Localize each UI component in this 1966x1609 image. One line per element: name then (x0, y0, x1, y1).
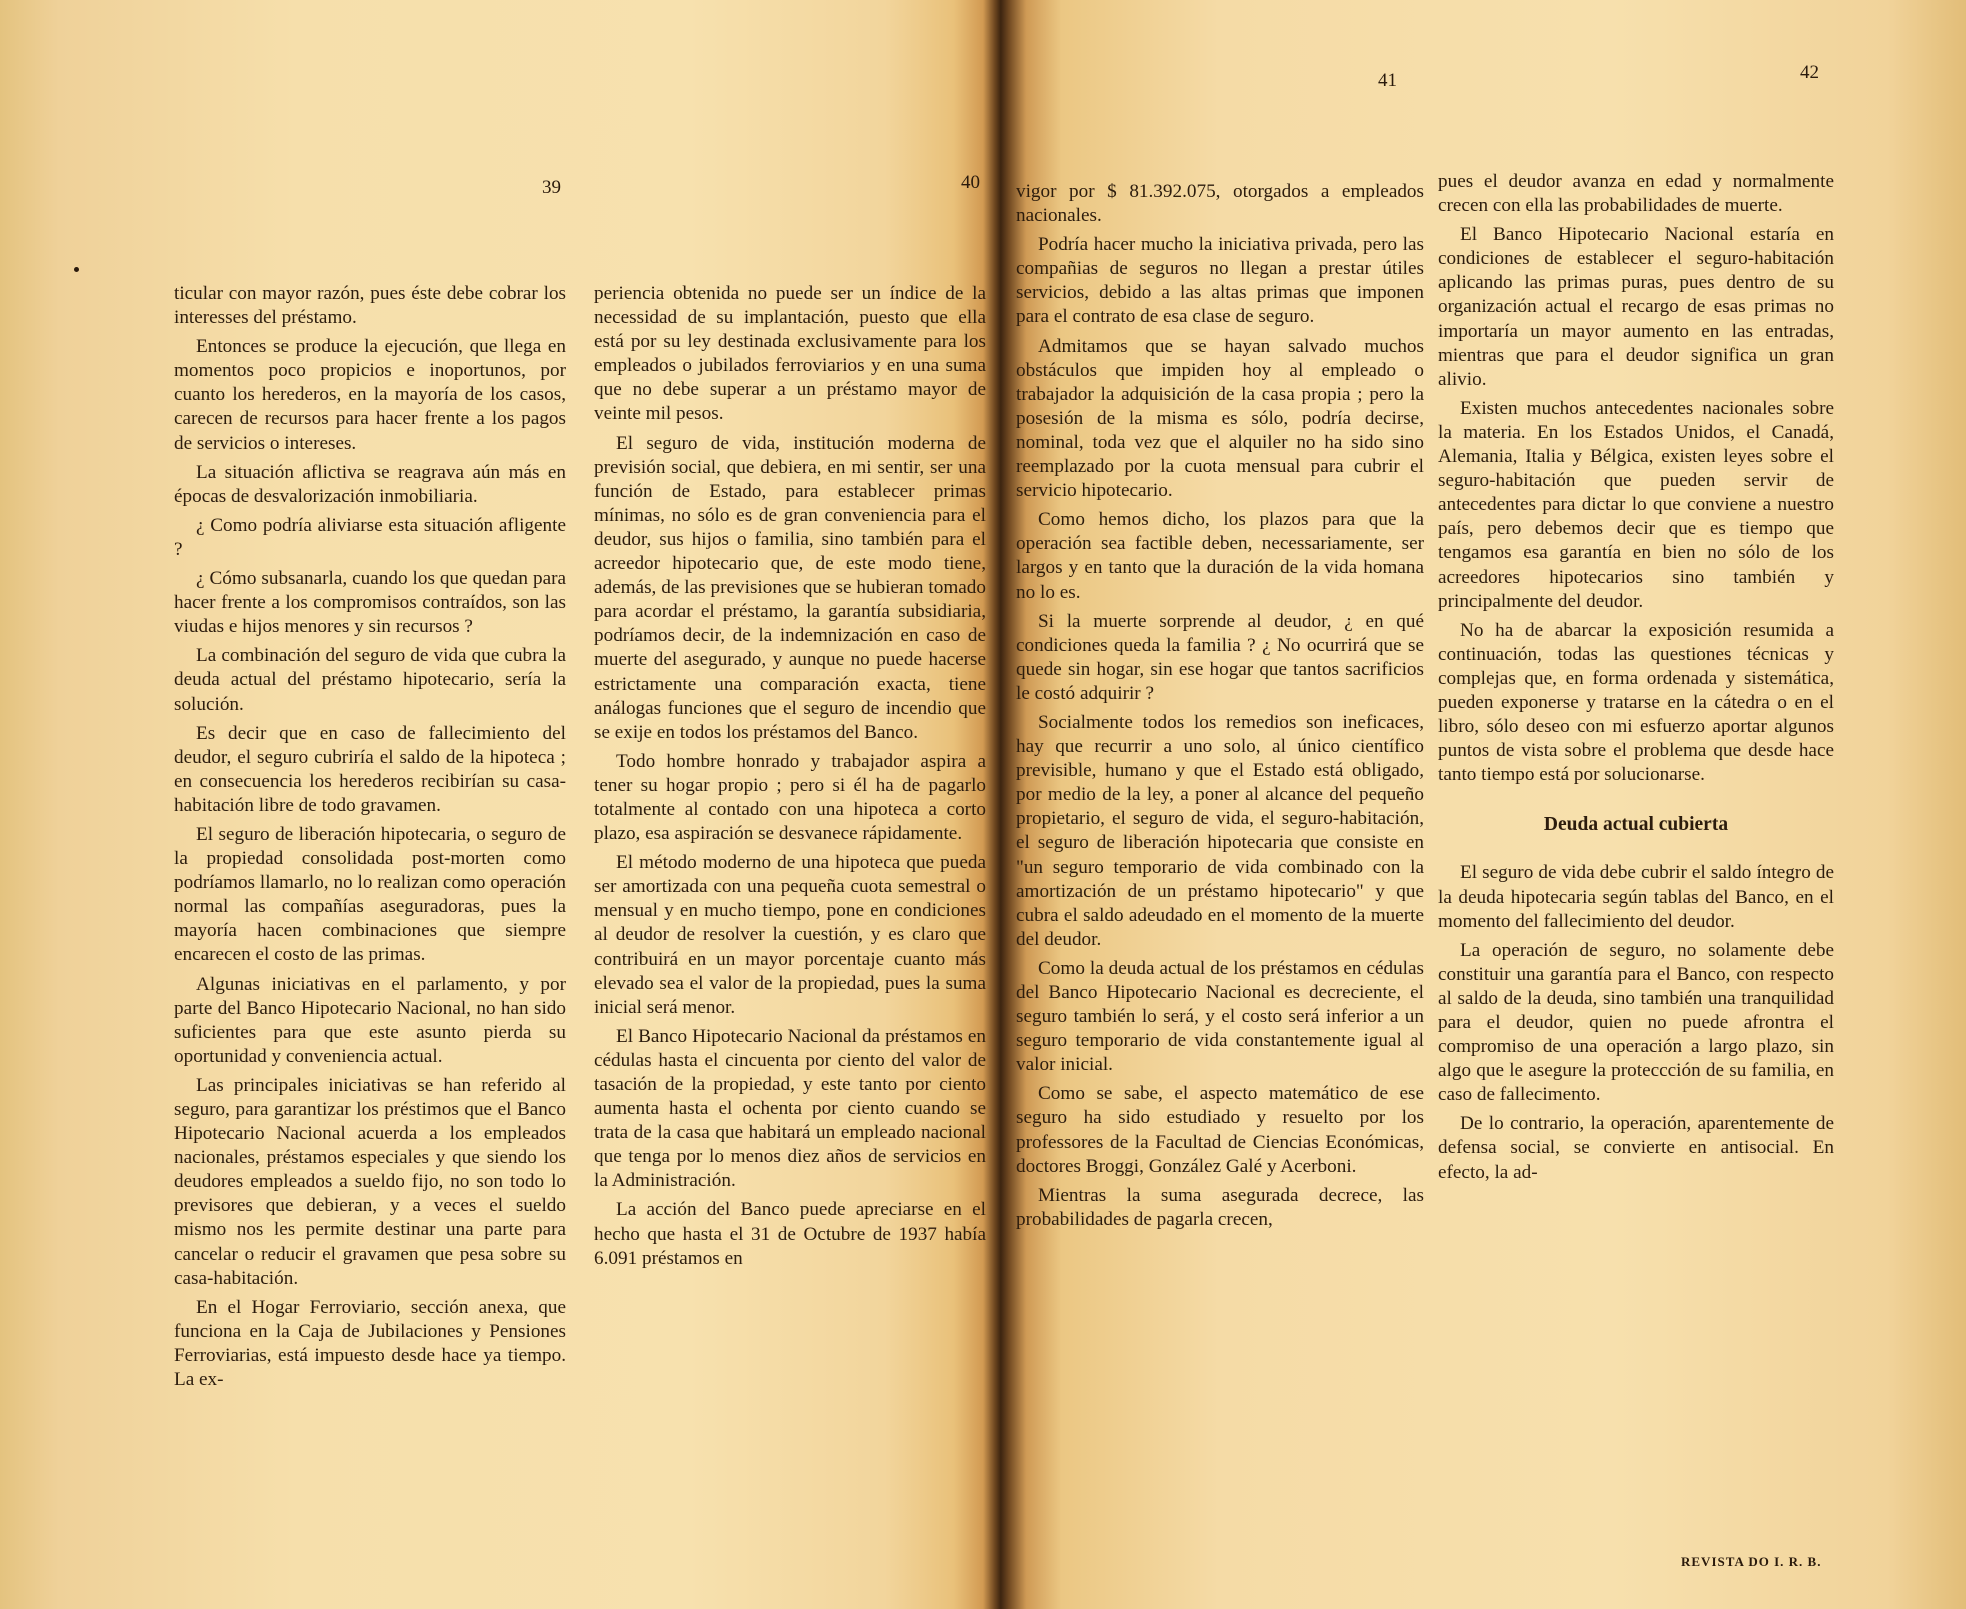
page-number-42: 42 (1800, 62, 1819, 83)
paragraph: La operación de seguro, no solamente debe constituir una garantía para el Banco, con respecto al saldo de la deuda, sino también una tranquilidad para el deudor, quien no puede afrontra el compromiso de una operación a largo plazo, sin algo que le asegure la proteccción de su familia, en caso de fallecimento. (1438, 939, 1834, 1106)
paragraph: Podría hacer mucho la iniciativa privada, pero las compañias de seguros no llegan a prestar útiles servicios, debido a las altas primas que imponen para el contrato de esa clase de seguro. (1016, 234, 1424, 328)
column-page-40 (594, 282, 986, 1276)
paragraph: De lo contrario, la operación, aparentemente de defensa social, se convierte en antisocial. En efecto, la ad- (1438, 1113, 1834, 1183)
paragraph: La situación aflictiva se reagrava aún más en épocas de desvalorización inmobiliaria. (174, 461, 566, 507)
paragraph: El seguro de liberación hipotecaria, o seguro de la propiedad consolidada post-morten como podríamos llamarlo, no lo realizan como operación normal las compañías aseguradoras, pues la mayoría hacen combinaciones que siempre encarecen el costo de las primas. (174, 823, 566, 966)
page-number-39: 39 (542, 177, 561, 198)
paragraph: Entonces se produce la ejecución, que llega en momentos poco propicios e inoportunos, por cuanto los herederos, en la mayoría de los casos, carecen de recursos para hacer frente a los pagos de servicios o intereses. (174, 336, 566, 454)
paragraph: Todo hombre honrado y trabajador aspira a tener su hogar propio ; pero si él ha de pagarlo totalmente al contado con una hipoteca a corto plazo, esa aspiración se desvanece rápidamente. (594, 750, 986, 845)
column-page-39 (174, 282, 566, 1397)
page-number-41: 41 (1378, 70, 1397, 91)
paragraph: El método moderno de una hipoteca que pueda ser amortizada con una pequeña cuota semestral o mensual y en mucho tiempo, pone en condiciones al deudor de resolver la cuestión, y es claro que contribuirá en un mayor porcentaje cuanto más elevado sea el valor de la propiedad, pues la suma inicial será menor. (594, 852, 986, 1018)
paragraph: Existen muchos antecedentes nacionales sobre la materia. En los Estados Unidos, el Canadá, Alemania, Italia y Bélgica, existen leyes sobre el seguro-habitación que pueden servir de antecedentes para dictar lo que conviene a nuestro país, pero debemos decir que es tiempo que tengamos esa garantía en bien no sólo de los acreedores hipotecarios sino también y principalmente del deudor. (1438, 397, 1834, 612)
paragraph: El seguro de vida debe cubrir el saldo íntegro de la deuda hipotecaria según tablas del Banco, en el momento del fallecimiento del deudor. (1438, 862, 1834, 932)
page-number-40: 40 (961, 172, 980, 193)
page-speck (74, 267, 79, 272)
paragraph: Como se sabe, el aspecto matemático de ese seguro ha sido estudiado y resuelto por los professores de la Facultad de Ciencias Económicas, doctores Broggi, González Galé y Acerboni. (1016, 1083, 1424, 1177)
paragraph: Mientras la suma asegurada decrece, las probabilidades de pagarla crecen, (1016, 1184, 1424, 1230)
paragraph: ¿ Cómo subsanarla, cuando los que quedan para hacer frente a los compromisos contraídos, son las viudas e hijos menores y sin recursos ? (174, 568, 566, 638)
paragraph: El seguro de vida, institución moderna de previsión social, que debiera, en mi sentir, ser una función de Estado, para establecer primas mínimas, no sólo es de gran conveniencia para el deudor, sus hijos o familia, sino también para el acreedor hipotecario que, de este modo tiene, además, de las previsiones que se hubieran tomado para acordar el préstamo, la garantía subsidiaria, podríamos decir, de la indemnización en caso de muerte del asegurado, y aunque no puede hacerse estrictamente una comparación exacta, tiene análogas funciones que el seguro de incendio que se exije en todos los préstamos del Banco. (594, 432, 986, 743)
paragraph: Algunas iniciativas en el parlamento, y por parte del Banco Hipotecario Nacional, no han sido suficientes para que este asunto pierda su oportunidad y conveniencia actual. (174, 973, 566, 1067)
paragraph: Como hemos dicho, los plazos para que la operación sea factible deben, necessariamente, ser largos y en tanto que la duración de la vida homana no lo es. (1016, 509, 1424, 603)
paragraph: Es decir que en caso de fallecimiento del deudor, el seguro cubriría el saldo de la hipoteca ; en consecuencia los herederos recibirían su casa-habitación libre de todo gravamen. (174, 722, 566, 816)
paragraph: Socialmente todos los remedios son ineficaces, hay que recurrir a uno solo, al único científico previsible, humano y que el Estado está obligado, por medio de la ley, a poner al alcance del pequeño propietario, el seguro de vida, el seguro-habitación, el seguro de liberación hipotecaria que consiste en "un seguro temporario de vida combinado con la amortización de un préstamo hipotecario" y que cubra el saldo adeudado en el momento de la muerte del deudor. (1016, 711, 1424, 950)
paragraph: La combinación del seguro de vida que cubra la deuda actual del préstamo hipotecario, sería la solución. (174, 645, 566, 715)
section-heading: Deuda actual cubierta (1543, 814, 1729, 836)
paragraph: El Banco Hipotecario Nacional da préstamos en cédulas hasta el cincuenta por ciento del valor de tasación de la propiedad, y este tanto por ciento aumenta hasta el ochenta por ciento cuando se trata de la casa que habitará un empleado nacional que tenga por lo menos diez años de servicios en la Administración. (594, 1025, 986, 1192)
paragraph: periencia obtenida no puede ser un índice de la necessidad de su implantación, puesto que ella está por su ley destinada exclusivamente para los empleados o jubilados ferroviarios y en una suma que no debe superar a un préstamo mayor de veinte mil pesos. (594, 283, 986, 425)
paragraph: Como la deuda actual de los préstamos en cédulas del Banco Hipotecario Nacional es decreciente, el seguro también lo será, y el costo será inferior a un seguro temporario de vida constantemente igual al valor inicial. (1016, 957, 1424, 1076)
paragraph: El Banco Hipotecario Nacional estaría en condiciones de establecer el seguro-habitación aplicando las primas puras, pues dentro de su organización actual el recargo de esas primas no importaría un mayor aumento en las entradas, mientras que para el deudor significa un gran alivio. (1438, 224, 1834, 390)
paragraph: Las principales iniciativas se han referido al seguro, para garantizar los préstimos que el Banco Hipotecario Nacional acuerda a los empleados nacionales, préstamos especiales y que siendo los deudores empleados a sueldo fijo, no son todo lo previsores que debieran, y a veces el sueldo mismo nos les permite destinar una parte para cancelar o reducir el gravamen que pesa sobre su casa-habitación. (174, 1074, 566, 1289)
column-page-41 (1016, 180, 1424, 1237)
journal-footer: REVISTA DO I. R. B. (1681, 1554, 1822, 1569)
column-page-42 (1438, 170, 1834, 1190)
paragraph: ¿ Como podría aliviarse esta situación afligente ? (174, 514, 566, 560)
paragraph: Si la muerte sorprende al deudor, ¿ en qué condiciones queda la familia ? ¿ No ocurrirá que se quede sin hogar, sin ese hogar que tantos sacrificios le costó adquirir ? (1016, 610, 1424, 704)
paragraph: ticular con mayor razón, pues éste debe cobrar los interesses del préstamo. (174, 283, 566, 329)
paragraph: Admitamos que se hayan salvado muchos obstáculos que impiden hoy al empleado o trabajador la adquisición de la casa propia ; pero la posesión de la misma es sólo, podría decirse, nominal, toda vez que el alquiler no ha sido sino reemplazado por la cuota mensual para cubrir el servicio hipotecario. (1016, 335, 1424, 502)
paragraph: No ha de abarcar la exposición resumida a continuación, todas las questiones técnicas y complejas que, en forma ordenada y sistemática, pueden exponerse y tratarse en la cátedra o en el libro, sólo deseo con mi esfuerzo aportar algunos puntos de vista sobre el problema que desde hace tanto tiempo está por solucionarse. (1438, 619, 1834, 786)
paragraph: vigor por $ 81.392.075, otorgados a empleados nacionales. (1016, 181, 1424, 227)
paragraph: La acción del Banco puede apreciarse en el hecho que hasta el 31 de Octubre de 1937 había 6.091 préstamos en (594, 1199, 986, 1269)
paragraph: pues el deudor avanza en edad y normalmente crecen con ella las probabilidades de muerte. (1438, 171, 1834, 217)
paragraph: En el Hogar Ferroviario, sección anexa, que funciona en la Caja de Jubilaciones y Pensiones Ferroviarias, está impuesto desde hace ya tiempo. La ex- (174, 1296, 566, 1391)
